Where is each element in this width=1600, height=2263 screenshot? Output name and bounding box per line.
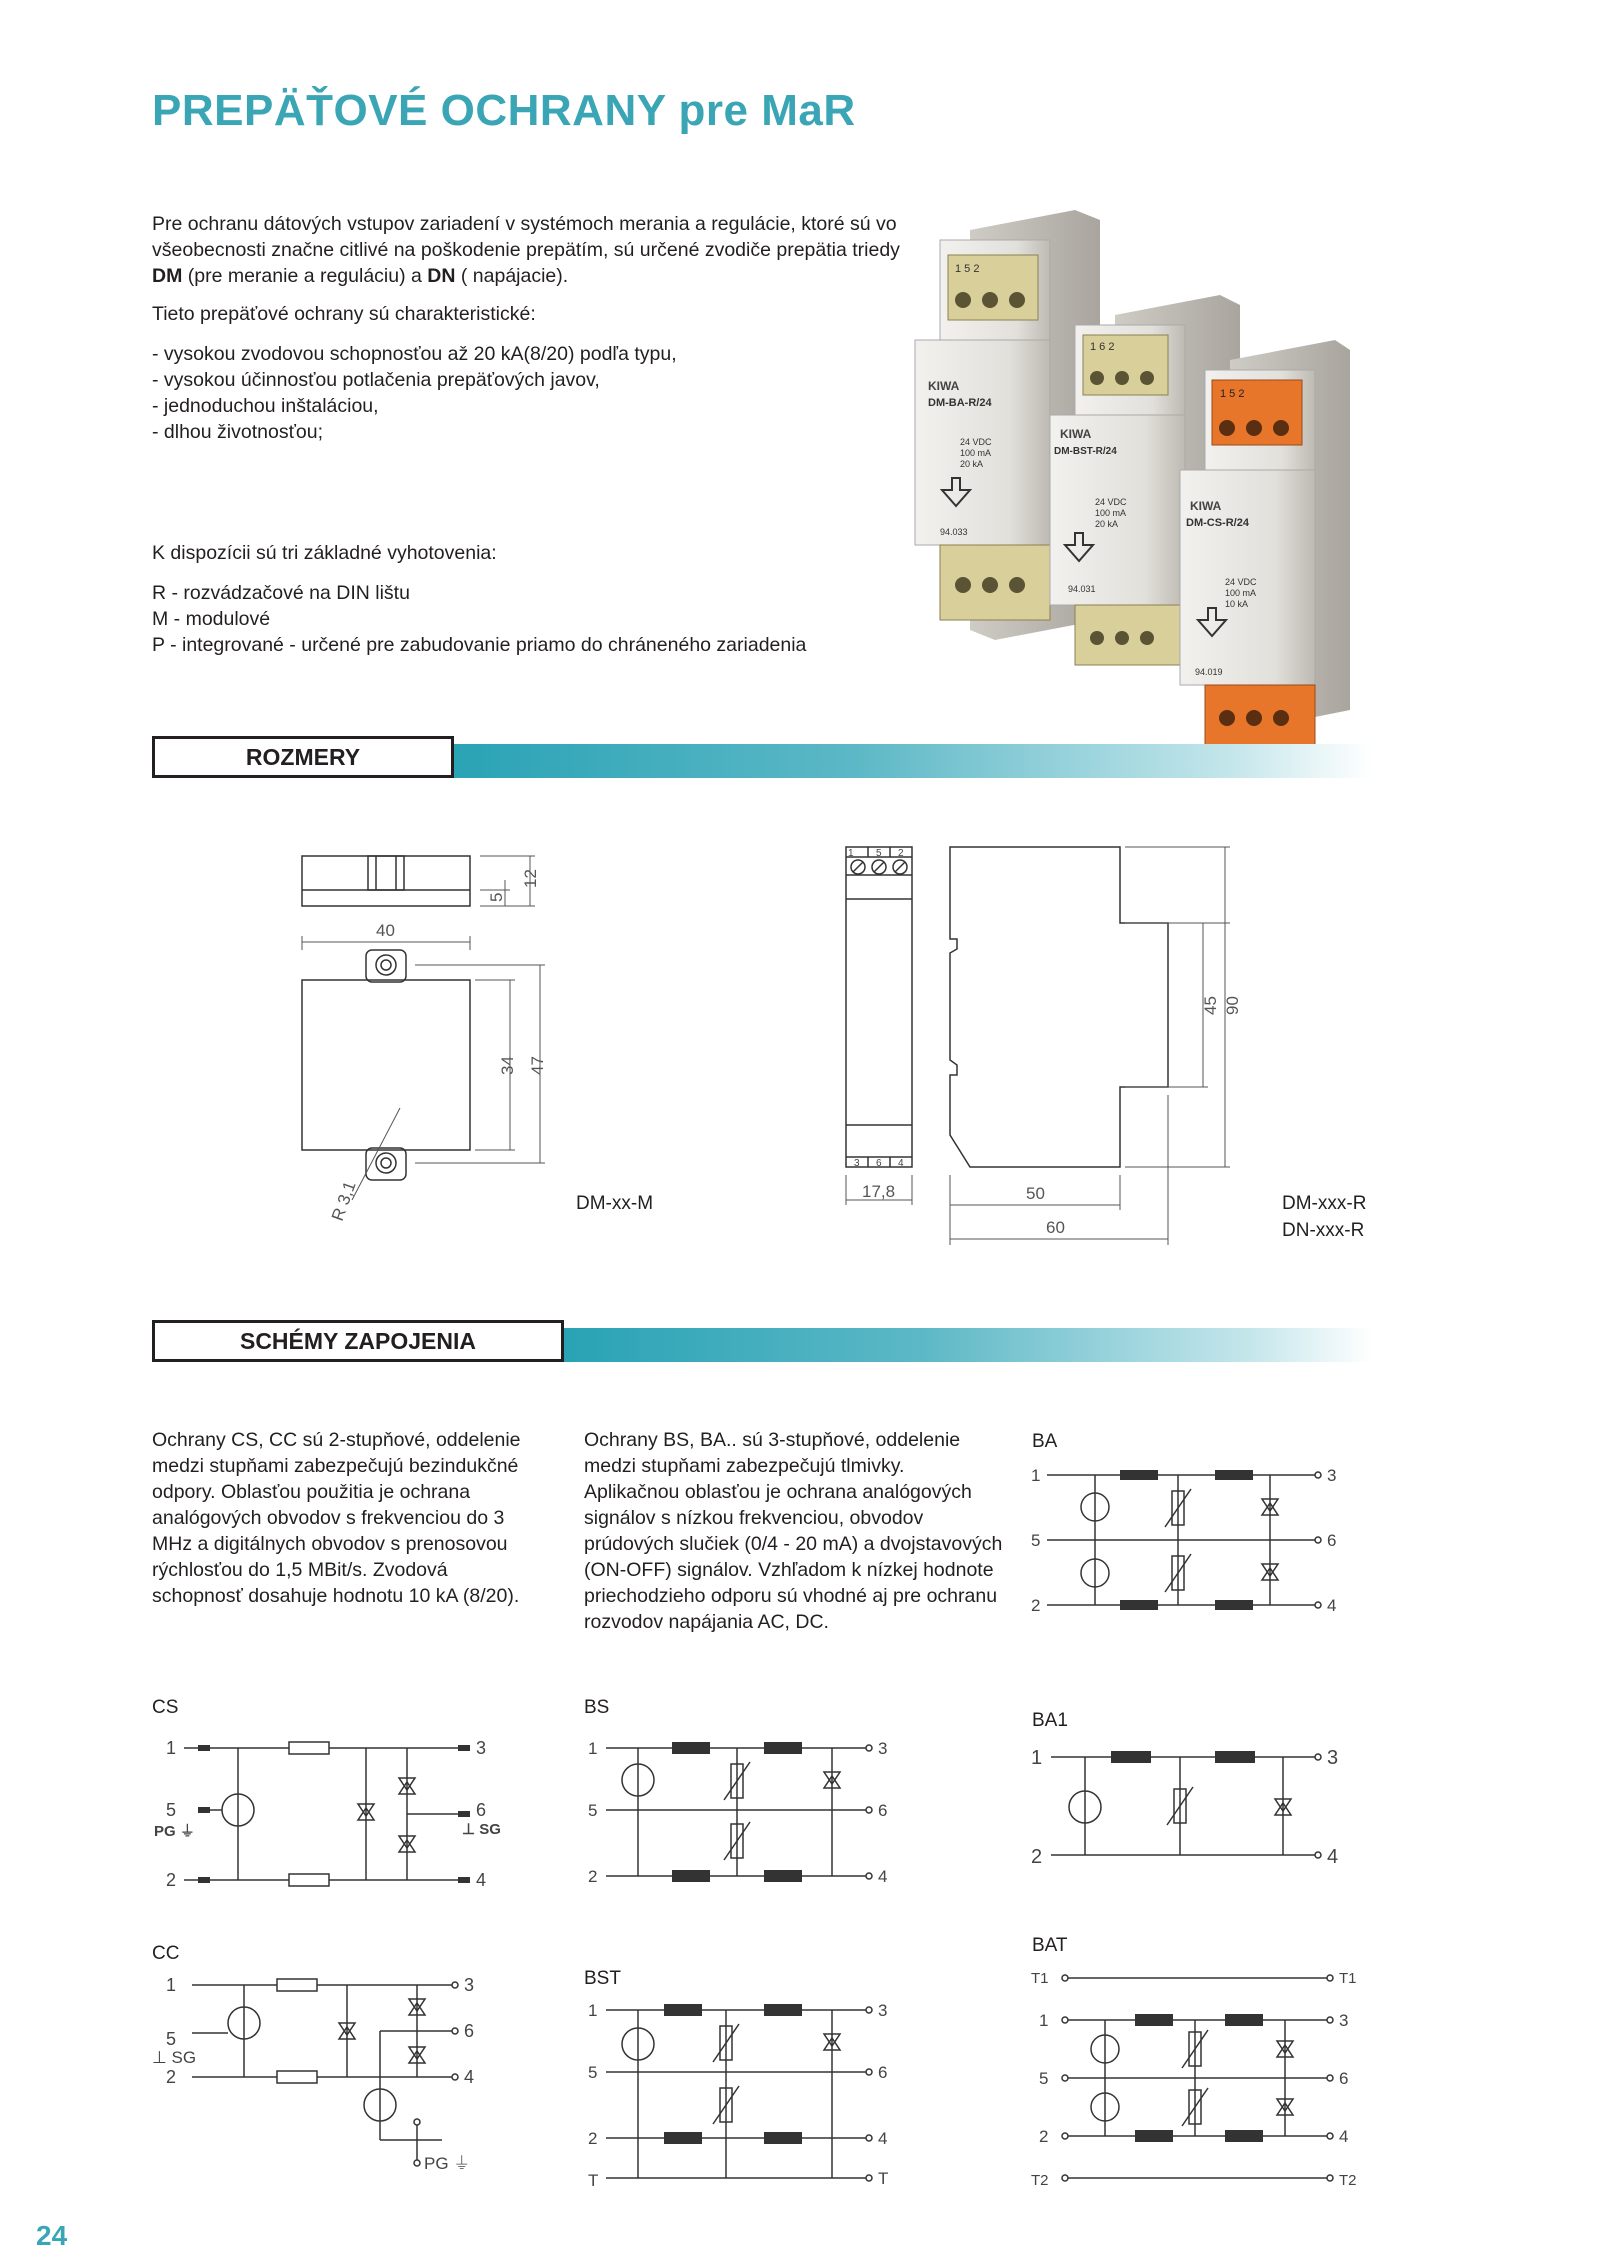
code-label: 94.033: [940, 527, 968, 537]
inductor-icon: [764, 1870, 802, 1882]
pin-label: 2: [588, 2129, 598, 2148]
terminal-label: 2: [898, 848, 904, 859]
schematic-ba: [1025, 1455, 1350, 1615]
pin-label: 3: [1327, 1747, 1339, 1769]
dim-label: 60: [1046, 1218, 1065, 1237]
feature-item: - vysokou účinnosťou potlačenia prepäťových javov,: [152, 369, 600, 391]
ground-label: ⊥ SG: [152, 2048, 197, 2067]
pin-label: T2: [1339, 2172, 1357, 2189]
inductor-icon: [1111, 1751, 1151, 1763]
terminal-label: 5: [876, 848, 882, 859]
dim-label: 40: [376, 921, 395, 940]
pin-label: 4: [1327, 1596, 1337, 1615]
rail-label-2: DN-xxx-R: [1282, 1220, 1365, 1241]
dim-label: 12: [521, 869, 540, 888]
pin-label: 2: [1031, 1596, 1041, 1615]
pin-label: 4: [878, 2129, 888, 2148]
schematic-bs: [584, 1720, 914, 1900]
spec-label: 100 mA: [1095, 508, 1127, 518]
pin-label: 6: [1339, 2069, 1349, 2088]
description-bs-ba: Ochrany BS, BA.. sú 3-stupňové, oddelenie medzi stupňami zabezpečujú tlmivky. Aplikačnou oblasťou je ochrana analógových signálov s nízkou frekvenciou, obvodov prúdových slučiek (0/4 - 20 mA) a dvojstavových (ON-OFF) signálov. Vzhľadom k nízkej hodnote priechodzieho odporu sú vhodné aj pre ochranu rozvodov napájania AC, DC.: [584, 1429, 1003, 1633]
variants-text: [152, 540, 912, 658]
pin-label: 4: [878, 1867, 888, 1886]
schematic-bst: [584, 1990, 914, 2200]
inductor-icon: [664, 2004, 702, 2016]
pin-label: 2: [588, 1867, 598, 1886]
model-label: DM-BST-R/24: [1054, 446, 1117, 457]
inductor-icon: [672, 1742, 710, 1754]
device-dm-cs: [1180, 340, 1350, 750]
model-label: DM-BA-R/24: [928, 397, 992, 409]
variants-heading: K dispozícii sú tri základné vyhotovenia:: [152, 542, 497, 564]
terminal-numbers: 1 5 2: [955, 263, 980, 275]
pin-label: T1: [1339, 1970, 1357, 1987]
page-number: 24: [36, 2220, 68, 2251]
pin-label: 1: [1031, 1747, 1043, 1769]
section-bar: [432, 744, 1372, 778]
terminal-label: 6: [876, 1158, 882, 1169]
intro-paragraph-2: Tieto prepäťové ochrany sú charakteristické:: [152, 303, 536, 325]
spec-label: 10 kA: [1225, 599, 1249, 609]
pin-label: 4: [464, 2067, 475, 2087]
dim-label: 5: [487, 892, 506, 902]
brand-label: KIWA: [1060, 427, 1092, 441]
pin-label: 1: [166, 1738, 177, 1758]
feature-item: - vysokou zvodovou schopnosťou až 20 kA(8/20) podľa typu,: [152, 343, 677, 365]
page-title: PREPÄŤOVÉ OCHRANY pre MaR: [152, 86, 856, 135]
pin-label: 2: [1039, 2127, 1049, 2146]
schematic-ba1: [1025, 1735, 1355, 1865]
pin-label: T2: [1031, 2172, 1049, 2189]
schematic-bat: [1025, 1960, 1365, 2200]
dim-label: 45: [1201, 996, 1220, 1015]
inductor-icon: [1120, 1470, 1158, 1480]
pin-label: 5: [1039, 2069, 1049, 2088]
terminal-label: 1: [848, 848, 854, 859]
pin-label: 3: [1327, 1466, 1337, 1485]
description-cs-cc: Ochrany CS, CC sú 2-stupňové, oddelenie medzi stupňami zabezpečujú bezindukčné odpory. Oblasťou použitia je ochrana analógových obvodov s frekvenciou do 3 MHz a digitálnych obvodov s prenosovou rýchlosťou do 1,5 MBit/s. Zvodová schopnosť dosahuje hodnotu 10 kA (8/20).: [152, 1429, 521, 1607]
spec-label: 24 VDC: [1095, 497, 1127, 507]
section-header-schemy: [152, 1320, 1372, 1368]
dimension-drawing-module: [290, 840, 570, 1230]
diagram-title: BAT: [1032, 1935, 1068, 1956]
pin-label: 5: [588, 2063, 598, 2082]
pin-label: 3: [476, 1738, 487, 1758]
pin-label: 6: [1327, 1531, 1337, 1550]
pin-label: 5: [166, 1800, 177, 1820]
inductor-icon: [1215, 1470, 1253, 1480]
pin-label: 3: [464, 1975, 475, 1995]
ground-label: PG ⏚: [424, 2154, 471, 2173]
pin-label: T1: [1031, 1970, 1049, 1987]
section-title: ROZMERY: [152, 736, 454, 778]
feature-list: [152, 341, 912, 445]
dim-label: 34: [498, 1056, 517, 1075]
dimension-drawing-rail: [830, 835, 1270, 1245]
pin-label: 2: [166, 2067, 177, 2087]
inductor-icon: [664, 2132, 702, 2144]
inductor-icon: [764, 2004, 802, 2016]
inductor-icon: [1120, 1600, 1158, 1610]
dim-label: 47: [528, 1056, 547, 1075]
brand-label: KIWA: [928, 379, 960, 393]
product-photo: [900, 200, 1400, 760]
pin-label: 6: [476, 1800, 487, 1820]
dim-label: 17,8: [862, 1182, 896, 1201]
variant-item: P - integrované - určené pre zabudovanie priamo do chráneného zariadenia: [152, 634, 807, 656]
rail-label-1: DM-xxx-R: [1282, 1193, 1367, 1214]
ground-label: ⊥ SG: [462, 1821, 501, 1838]
variant-item: R - rozvádzačové na DIN lištu: [152, 582, 410, 604]
dim-label: 50: [1026, 1184, 1045, 1203]
inductor-icon: [672, 1870, 710, 1882]
pin-label: 3: [1339, 2011, 1349, 2030]
inductor-icon: [764, 1742, 802, 1754]
pin-label: T: [878, 2169, 889, 2188]
inductor-icon: [1135, 2130, 1173, 2142]
inductor-icon: [1225, 2014, 1263, 2026]
pin-label: 4: [1339, 2127, 1349, 2146]
intro-paragraph-1: Pre ochranu dátových vstupov zariadení v systémoch merania a regulácie, ktoré sú vo všeobecnosti značne citlivé na poškodenie prepätím, sú určené zvodiče prepätia triedy DM (pre meranie a reguláciu) a DN ( napájacie).: [152, 213, 900, 287]
code-label: 94.019: [1195, 667, 1223, 677]
pin-label: 5: [166, 2029, 177, 2049]
inductor-icon: [1225, 2130, 1263, 2142]
model-label: DM-CS-R/24: [1186, 517, 1249, 529]
pin-label: 1: [166, 1975, 177, 1995]
variant-item: M - modulové: [152, 608, 271, 630]
pin-label: 3: [878, 1739, 888, 1758]
feature-item: - jednoduchou inštaláciou,: [152, 395, 379, 417]
dim-label: 90: [1223, 996, 1242, 1015]
diagram-title: BA: [1032, 1431, 1058, 1452]
spec-label: 20 kA: [1095, 519, 1119, 529]
brand-label: KIWA: [1190, 499, 1222, 513]
pin-label: 6: [878, 1801, 888, 1820]
pin-label: 2: [166, 1870, 177, 1890]
spec-label: 100 mA: [960, 448, 992, 458]
section-bar: [552, 1328, 1372, 1362]
pin-label: 1: [1031, 1466, 1041, 1485]
pin-label: 3: [878, 2001, 888, 2020]
pin-label: 2: [1031, 1846, 1043, 1865]
pin-label: 6: [878, 2063, 888, 2082]
pin-label: 4: [476, 1870, 487, 1890]
diagram-title: BS: [584, 1697, 610, 1718]
code-label: 94.031: [1068, 584, 1096, 594]
pin-label: T: [588, 2171, 599, 2190]
pin-label: 4: [1327, 1846, 1339, 1865]
terminal-numbers: 1 5 2: [1220, 388, 1245, 400]
spec-label: 100 mA: [1225, 588, 1257, 598]
pin-label: 1: [588, 2001, 598, 2020]
diagram-title: CC: [152, 1943, 180, 1964]
dim-label: R 3,1: [327, 1178, 360, 1224]
schematic-cs: [152, 1720, 522, 1900]
pin-label: 1: [1039, 2011, 1049, 2030]
inductor-icon: [1135, 2014, 1173, 2026]
diagram-title: BA1: [1032, 1710, 1068, 1731]
module-label: DM-xx-M: [576, 1193, 654, 1214]
pin-label: 5: [1031, 1531, 1041, 1550]
terminal-label: 4: [898, 1158, 904, 1169]
pin-label: 5: [588, 1801, 598, 1820]
spec-label: 24 VDC: [1225, 577, 1257, 587]
inductor-icon: [1215, 1751, 1255, 1763]
inductor-icon: [1215, 1600, 1253, 1610]
terminal-label: 3: [854, 1158, 860, 1169]
spec-label: 24 VDC: [960, 437, 992, 447]
diagram-title: BST: [584, 1968, 621, 1989]
feature-item: - dlhou životnosťou;: [152, 421, 323, 443]
pin-label: 1: [588, 1739, 598, 1758]
intro-text: [152, 211, 912, 445]
section-header-rozmery: [152, 736, 1372, 784]
schematic-cc: [152, 1965, 522, 2175]
pin-label: 6: [464, 2021, 475, 2041]
spec-label: 20 kA: [960, 459, 984, 469]
diagram-title: CS: [152, 1697, 179, 1718]
ground-label: PG ⏚: [154, 1823, 195, 1840]
inductor-icon: [764, 2132, 802, 2144]
terminal-numbers: 1 6 2: [1090, 341, 1115, 353]
section-title: SCHÉMY ZAPOJENIA: [152, 1320, 564, 1362]
